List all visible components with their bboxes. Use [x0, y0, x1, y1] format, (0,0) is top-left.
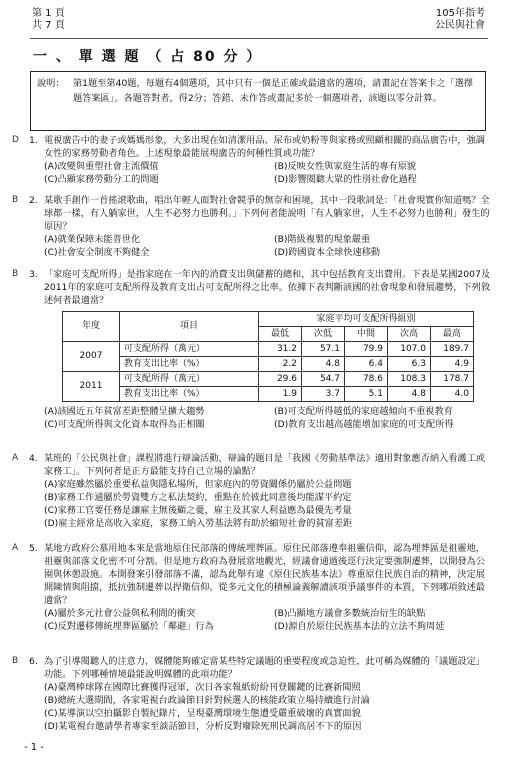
table-row: [63, 372, 474, 387]
options: [44, 160, 490, 186]
question-number: 1.: [29, 135, 38, 146]
options: [44, 607, 490, 633]
option-c: (C)反對遷移傳統埋葬區屬於「鄰避」行為: [44, 621, 214, 632]
question-text: 某歌手創作一首搖滾歌曲，唱出年輕人面對社會競爭的無奈和困境，其中一段歌詞是：「社會現實你知道嗎？全球都一樣，有人躺家世，人生不必努力也勝利。」下列何者能說明「有人躺家世，人生不必努力也勝利」發生的原因？: [44, 195, 490, 232]
option-c: (C)家務工官要任務是讓雇主無後顧之憂，雇主及其家人利益應為最優先考量: [44, 505, 352, 516]
question-number: 4.: [29, 453, 38, 464]
total-pages: 共 7 頁: [32, 20, 65, 31]
option-a: (A)改變與重塑社會主流價值: [44, 161, 159, 172]
table-row: [63, 342, 474, 357]
table-cell: 5.1: [345, 387, 388, 402]
col-item-header: 項目: [120, 312, 259, 342]
options: [44, 405, 490, 431]
table-row: [63, 387, 474, 402]
question-number: 6.: [29, 656, 38, 667]
subject-name: 公民與社會: [435, 20, 485, 31]
option-b: (B)可支配所得越低的家庭越傾向不重視教育: [274, 406, 453, 417]
instructions-box: [30, 71, 486, 131]
page-number: 第 1 頁: [32, 8, 65, 19]
table-cell: 2.2: [259, 357, 302, 372]
table-cell: 78.6: [345, 372, 388, 387]
table-cell: 4.0: [431, 387, 474, 402]
table-cell: 6.4: [345, 357, 388, 372]
question-1: [12, 134, 490, 186]
option-c: (C)社會安全制度不夠健全: [44, 247, 150, 258]
option-c: (C)某導演以空拍攝影自製紀錄片，呈現臺灣環境生態遭受嚴重破壞的真實面貌: [44, 708, 361, 719]
question-text: 為了引導閱聽人的注意力，媒體能夠確定當某些特定議題的重要程度或急迫性，此可稱為媒體的「議題設定」功能。下列哪種情境最能說明媒體的此項功能？: [44, 656, 485, 680]
options: [44, 478, 490, 530]
option-a: (A)臺灣棒球隊在國際比賽獲得冠軍，次日各家報紙紛紛刊登關鍵的比賽新聞照: [44, 682, 361, 693]
options: [44, 233, 490, 259]
answer-mark: A: [12, 453, 19, 463]
table-cell: 57.1: [302, 342, 345, 357]
option-d: (D)影響閱聽大眾的性別社會化過程: [274, 174, 417, 185]
question-number: 2.: [29, 195, 38, 206]
answer-mark: B: [12, 656, 19, 666]
row-label: 教育支出比率（%）: [120, 387, 259, 402]
option-a: (A)就業保障未能普世化: [44, 234, 141, 245]
option-d: (D)雇主經常是高收入家庭，家務工納入勞基法將有助於縮短社會的貧富差距: [44, 518, 353, 529]
page-header-left: [32, 8, 65, 32]
col-year-header: 年度: [63, 312, 120, 342]
answer-mark: A: [12, 543, 19, 553]
option-b: (B)凸顯地方議會多數統治衍生的缺點: [274, 608, 426, 619]
group-middle: 中間: [345, 327, 388, 342]
answer-mark: B: [12, 195, 19, 205]
option-a: (A)家庭雖然屬於重要私益與隱私場所，但家庭內的勞資關係仍屬於公益問題: [44, 479, 352, 490]
option-b: (B)總統大選期間，各家電視台政論節目針對候選人的核能政策立場持續進行討論: [44, 695, 370, 706]
question-text: 「家庭可支配所得」是指家庭在一年內的消費支出與儲蓄的總和，其中包括教育支出費用。下表是某國2007及2011年的家庭可支配所得及教育支出占可支配所得之比率。依據下表判斷該國的社會現象和發展趨勢，下列敘述何者最適當？: [44, 269, 491, 306]
group-higher: 次高: [388, 327, 431, 342]
option-a: (A)該國近五年貧富差距整體呈擴大趨勢: [44, 406, 205, 417]
question-number: 3.: [29, 269, 38, 280]
section-title: 一 、 單 選 題 （ 占 80 分 ）: [33, 49, 263, 65]
option-b: (B)階級複製的現象嚴重: [274, 234, 371, 245]
option-c: (C)可支配所得與文化資本取得為正相關: [44, 419, 205, 430]
option-d: (D)教育支出越高越能增加家庭的可支配所得: [274, 419, 454, 430]
table-cell: 6.3: [388, 357, 431, 372]
question-4: [12, 452, 490, 530]
question-6: [12, 655, 490, 733]
page-header-right: [435, 8, 485, 32]
question-text: 某地方政府公墓用地本來是當地原住民部落的傳統埋葬區。原住民部落遵奉祖靈信仰，認為埋葬區是祖靈地，祖靈與部落文化密不可分割。但是地方政府為發展當地觀光，經議會通過後逕行決定要強制遷葬，以開發為公園與休憩設施。本開發案引發部落不滿，認為此舉有違《原住民族基本法》尊重原住民族自治的精神，決定展開陳情與阻擋，抵抗強制遷葬以捍衛信仰。從多元文化的積極論義解讀該項爭議事件的本質，下列哪項敘述最適當？: [44, 543, 485, 606]
instructions-text: 第1題至第40題，每題有4個選項，其中只有一個是正確或最適當的選項，請畫記在答案卡之「選擇題答案區」。各題答對者，得2分；答錯、未作答或畫記多於一個選項者，該題以零分計算。: [73, 78, 474, 104]
option-d: (D)源自於原住民族基本法的立法不夠周延: [274, 621, 445, 632]
table-cell: 107.0: [388, 342, 431, 357]
option-a: (A)屬於多元社會公益與私利間的衝突: [44, 608, 196, 619]
question-text: 某班的「公民與社會」課程將進行辯論活動，辯論的題目是「我國《勞動基準法》適用對象應否納入看護工或家務工」。下列何者是正方最能支持自己立場的論點？: [44, 453, 485, 477]
table-cell: 31.2: [259, 342, 302, 357]
table-cell: 178.7: [431, 372, 474, 387]
table-cell: 1.9: [259, 387, 302, 402]
question-text: 電視廣告中的妻子或媽媽形象，大多出現在如清潔用品、尿布或奶粉等與家務或照顧相關的商品廣告中，強調女性的家務勞動者角色。上述現象最能展現廣告的何種性質或功能？: [44, 135, 485, 159]
table-cell: 79.9: [345, 342, 388, 357]
option-b: (B)家務工作通屬於勞資雙方之私法契約，重點在於彼此同意後均能謀平約定: [44, 492, 352, 503]
table-cell: 4.9: [431, 357, 474, 372]
table-cell: 54.7: [302, 372, 345, 387]
answer-mark: B: [12, 269, 19, 279]
group-title: 家庭平均可支配所得組別: [259, 312, 474, 327]
table-cell: 29.6: [259, 372, 302, 387]
row-label: 可支配所得（萬元）: [120, 372, 259, 387]
option-b: (B)反映女性與家庭生活的專有原貌: [274, 161, 417, 172]
instructions-label: 說明：: [37, 78, 65, 89]
table-cell: 3.7: [302, 387, 345, 402]
group-lowest: 最低: [259, 327, 302, 342]
option-d: (D)跨國資本全球快速移動: [274, 247, 381, 258]
exam-name: 105年指考: [435, 8, 485, 19]
income-table: [62, 311, 474, 402]
question-number: 5.: [29, 543, 38, 554]
question-5: [12, 542, 490, 633]
year-cell: 2011: [63, 372, 120, 402]
year-cell: 2007: [63, 342, 120, 372]
table-row: [63, 357, 474, 372]
header-divider: [30, 38, 488, 39]
options: [44, 681, 490, 733]
page-footer: - 1 -: [24, 742, 44, 753]
question-2: [12, 194, 490, 259]
table-cell: 4.8: [302, 357, 345, 372]
group-highest: 最高: [431, 327, 474, 342]
row-label: 教育支出比率（%）: [120, 357, 259, 372]
table-cell: 108.3: [388, 372, 431, 387]
table-cell: 189.7: [431, 342, 474, 357]
row-label: 可支配所得（萬元）: [120, 342, 259, 357]
option-c: (C)凸顯家務勞動分工的問題: [44, 174, 159, 185]
question-3: [12, 268, 490, 431]
table-cell: 4.8: [388, 387, 431, 402]
group-lower: 次低: [302, 327, 345, 342]
answer-mark: D: [12, 135, 19, 145]
option-d: (D)某電視台邀請學者專家至談話節目，分析反對廢除死刑民調高居不下的原因: [44, 721, 362, 732]
